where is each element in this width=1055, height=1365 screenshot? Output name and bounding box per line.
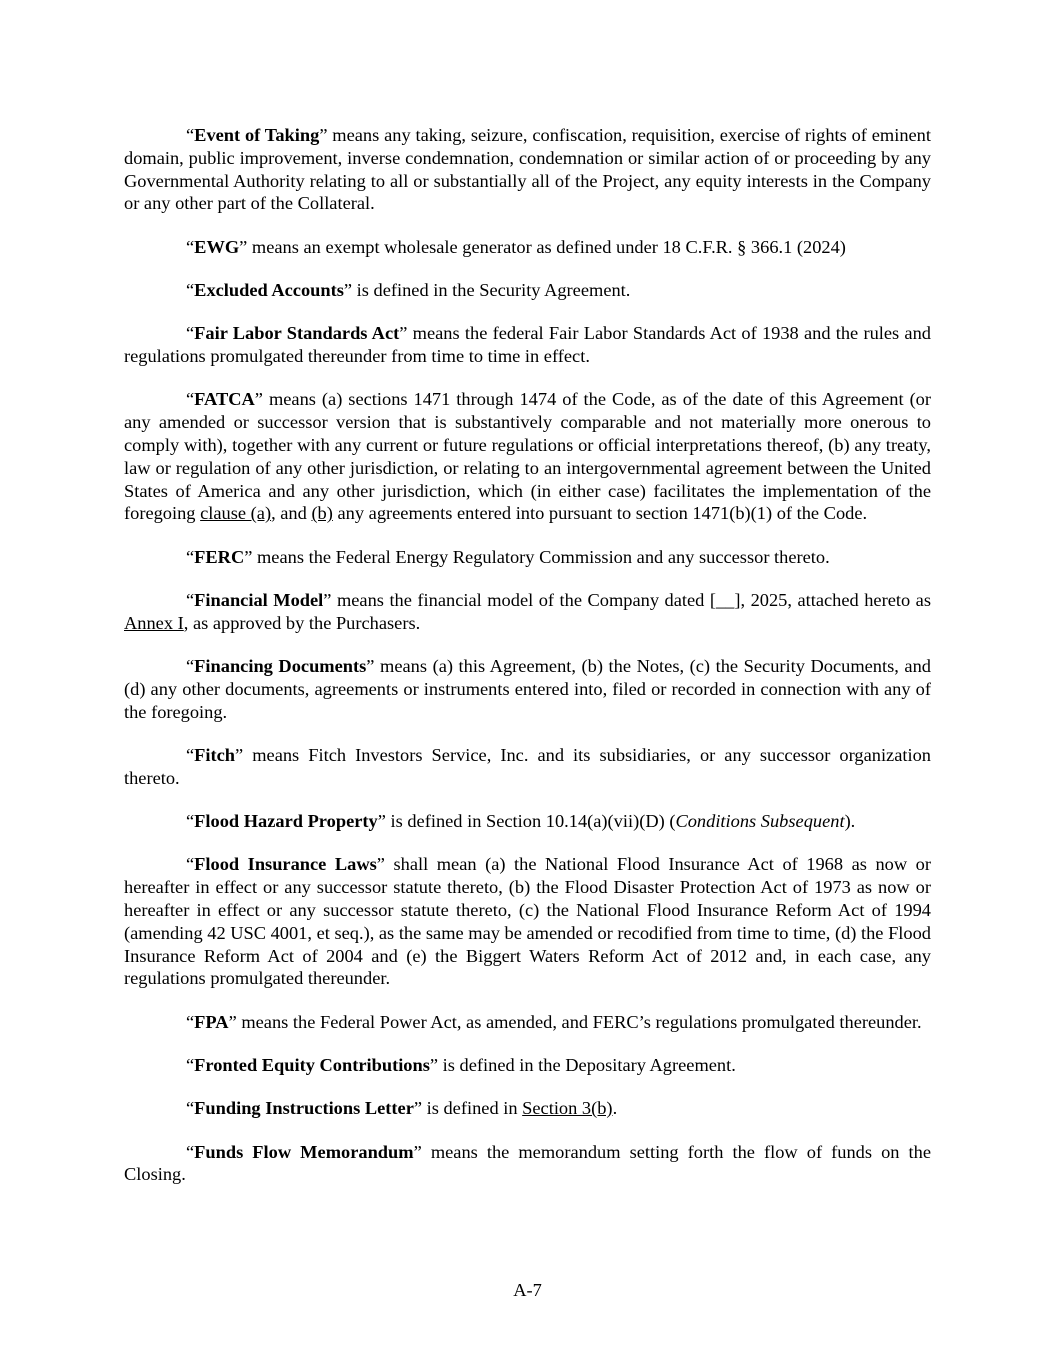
definition-text: means the financial model of the Company dated [__], 2025, attached hereto as [336,589,931,610]
definition-fatca: “FATCA” means (a) sections 1471 through 1474 of the Code, as of the date of this Agreement (or any amended or successor version that is substantively comparable and not materially more onerous to comply with), together with any current or future regulations or official interpretations thereof, (b) any treaty, law or regulation of any other jurisdiction, or relating to an intergovernmental agreement between the United States of America and any other jurisdiction, which (in either case) facilitates the implementation of the foregoing clause (a), and (b) any agreements entered into pursuant to section 1471(b)(1) of the Code. [124,389,932,524]
defined-term: Financial Model [194,589,324,610]
definition-text: ). [844,811,856,832]
document-page [124,124,931,1207]
defined-term: Excluded Accounts [194,279,344,300]
defined-term: Funds Flow Memorandum [194,1141,414,1162]
definition-financing-documents: “Financing Documents” means (a) this Agreement, (b) the Notes, (c) the Security Documents, and (d) any other documents, agreements or instruments entered into, filed or recorded in connection with any of the foregoing. [124,656,931,722]
definition-funding-instructions-letter: “Funding Instructions Letter” is defined in Section 3(b). [186,1098,618,1119]
defined-term: Fair Labor Standards Act [194,323,400,344]
definition-text: means an exempt wholesale generator as defined under 18 C.F.R. § 366.1 (2024) [251,236,846,257]
definition-excluded-accounts: “Excluded Accounts” is defined in the Security Agreement. [186,279,631,300]
definition-text: is defined in the Security Agreement. [356,279,631,300]
definition-financial-model: “Financial Model” means the financial model of the Company dated [__], 2025, attached hereto as Annex I, as approved by the Purchasers. [124,589,931,633]
defined-term: FPA [194,1011,229,1032]
definition-text: , and [271,503,307,524]
defined-term: FERC [194,546,245,567]
definition-text: is defined in Section 10.14(a)(vii)(D) ( [390,811,676,832]
defined-term: Fronted Equity Contributions [194,1054,430,1075]
definition-fitch: “Fitch” means Fitch Investors Service, Inc. and its subsidiaries, or any successor organization thereto. [124,744,931,788]
defined-term: Fitch [194,744,236,765]
page-number: A-7 [513,1280,542,1300]
definition-text: means Fitch Investors Service, Inc. and its subsidiaries, or any successor organization thereto. [124,744,931,788]
definition-ferc: “FERC” means the Federal Energy Regulatory Commission and any successor thereto. [186,546,830,567]
definition-text: . [612,1098,618,1119]
definition-fair-labor-standards-act: “Fair Labor Standards Act” means the federal Fair Labor Standards Act of 1938 and the rules and regulations promulgated thereunder from time to time in effect. [124,323,931,367]
definition-text: shall mean (a) the National Flood Insurance Act of 1968 as now or hereafter in effect or any successor statute thereto, (b) the Flood Disaster Protection Act of 1973 as now or hereafter in effect or any successor statute thereto, (c) the National Flood Insurance Reform Act of 1994 (amending 42 USC 4001, et seq.), as the same may be amended or recodified from time to time, (d) the Flood Insurance Reform Act of 2004 and (e) the Biggert Waters Reform Act of 2012 and, in each case, any regulations promulgated thereunder. [124,854,931,989]
section-3b-reference: Section 3(b) [522,1098,613,1119]
definition-text: means (a) sections 1471 through 1474 of the Code, as of the date of this Agreement (or any amended or successor version that is substantively comparable and not materially more onerous to comply with), together with any current or future regulations or official interpretations thereof, (b) any treaty, law or regulation of any other jurisdiction, or relating to an intergovernmental agreement between the United States of America and any other jurisdiction, which (in either case) facilitates the implementation of the foregoing [124,389,932,524]
definition-flood-hazard-property: “Flood Hazard Property” is defined in Section 10.14(a)(vii)(D) (Conditions Subsequent). [186,811,856,832]
definition-fpa: “FPA” means the Federal Power Act, as amended, and FERC’s regulations promulgated thereunder. [186,1011,922,1032]
definition-text: means any taking, seizure, confiscation, requisition, exercise of rights of eminent domain, public improvement, inverse condemnation, condemnation or similar action of or proceeding by any Governmental Authority relating to all or substantially all of the Project, any equity interests in the Company or any other part of the Collateral. [124,125,931,214]
defined-term: Funding Instructions Letter [194,1098,414,1119]
clause-a-reference: clause (a) [200,503,272,524]
definition-fronted-equity-contributions: “Fronted Equity Contributions” is defined in the Depositary Agreement. [186,1054,736,1075]
definition-text: means (a) this Agreement, (b) the Notes, (c) the Security Documents, and (d) any other documents, agreements or instruments entered into, filed or recorded in connection with any of the foregoing. [124,656,931,722]
annex-i-reference: Annex I [124,612,184,633]
definition-text: means the Federal Power Act, as amended, and FERC’s regulations promulgated thereunder. [241,1011,922,1032]
defined-term: Flood Hazard Property [194,811,378,832]
defined-term: Financing Documents [194,656,367,677]
definition-funds-flow-memorandum: “Funds Flow Memorandum” means the memorandum setting forth the flow of funds on the Closing. [124,1141,931,1185]
definition-text: is defined in [426,1098,518,1119]
definition-text: means the Federal Energy Regulatory Commission and any successor thereto. [257,546,830,567]
defined-term: FATCA [194,389,255,410]
definition-ewg: “EWG” means an exempt wholesale generator as defined under 18 C.F.R. § 366.1 (2024) [186,236,846,257]
definition-text: is defined in the Depositary Agreement. [442,1054,736,1075]
defined-term: Flood Insurance Laws [194,854,377,875]
definition-event-of-taking: “Event of Taking” means any taking, seizure, confiscation, requisition, exercise of rights of eminent domain, public improvement, inverse condemnation, condemnation or similar action of or proceeding by any Governmental Authority relating to all or substantially all of the Project, any equity interests in the Company or any other part of the Collateral. [124,125,931,214]
section-caption: Conditions Subsequent [675,811,845,832]
defined-term: Event of Taking [194,125,320,145]
definition-flood-insurance-laws: “Flood Insurance Laws” shall mean (a) the National Flood Insurance Act of 1968 as now or hereafter in effect or any successor statute thereto, (b) the Flood Disaster Protection Act of 1973 as now or hereafter in effect or any successor statute thereto, (c) the National Flood Insurance Reform Act of 1994 (amending 42 USC 4001, et seq.), as the same may be amended or recodified from time to time, (d) the Flood Insurance Reform Act of 2004 and (e) the Biggert Waters Reform Act of 2012 and, in each case, any regulations promulgated thereunder. [124,854,931,989]
definition-text: , as approved by the Purchasers. [183,612,421,633]
defined-term: EWG [194,236,240,257]
definition-text: means the memorandum setting forth the flow of funds on the Closing. [124,1141,931,1185]
definition-text: means the federal Fair Labor Standards Act of 1938 and the rules and regulations promulgated thereunder from time to time in effect. [124,323,931,367]
clause-b-reference: (b) [311,503,333,524]
definition-text: any agreements entered into pursuant to section 1471(b)(1) of the Code. [337,503,868,524]
